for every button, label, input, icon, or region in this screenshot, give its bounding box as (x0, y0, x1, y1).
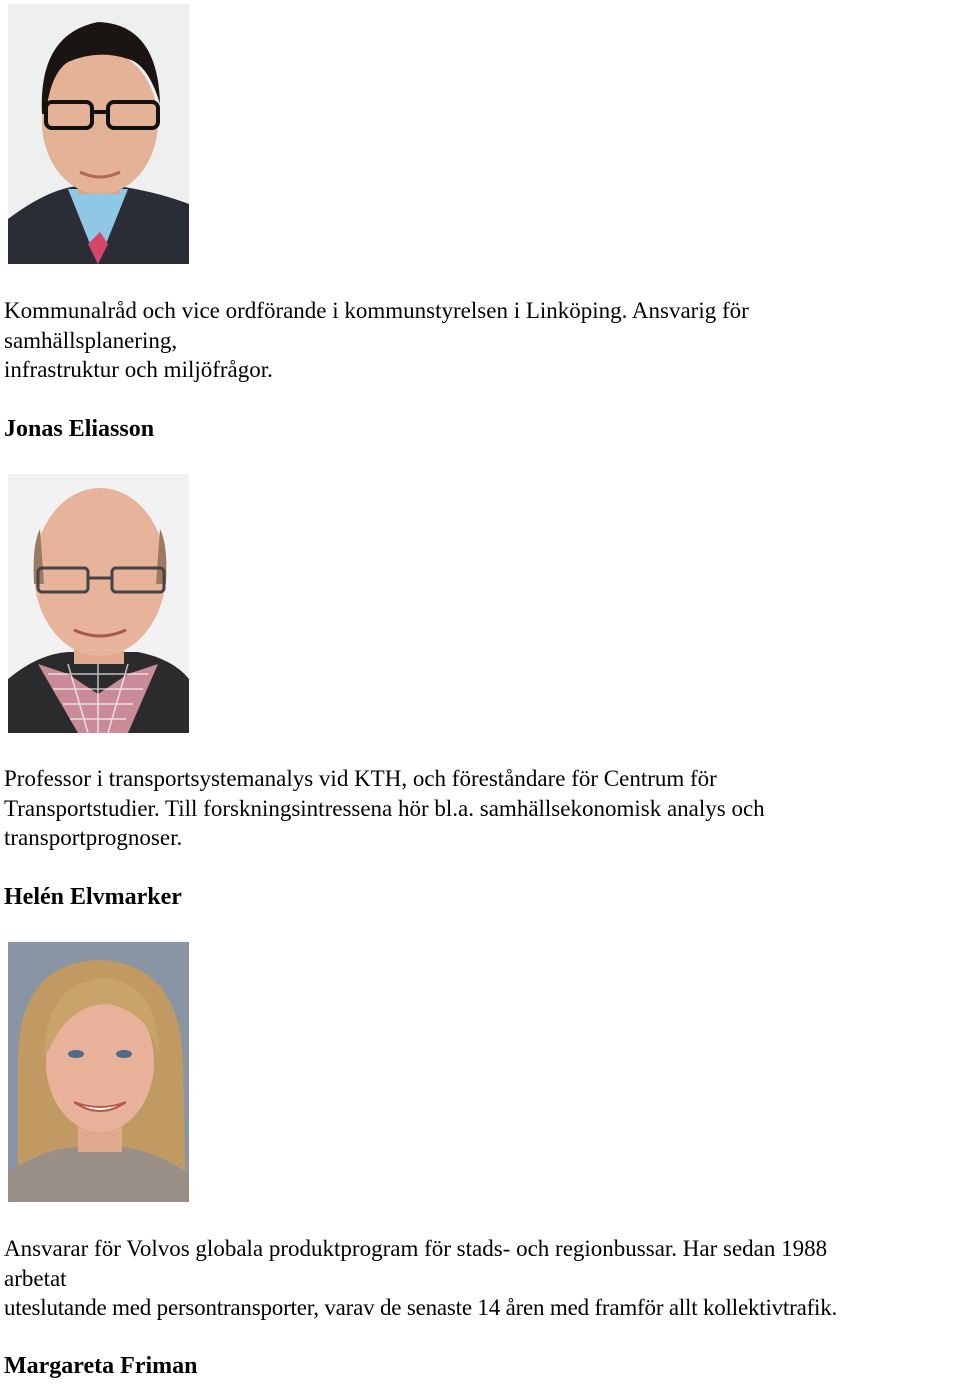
portrait-image (8, 4, 189, 264)
portrait-image (8, 474, 189, 733)
bio-line: infrastruktur och miljöfrågor. (4, 357, 273, 382)
profile-name-3: Helén Elvmarker (4, 884, 182, 910)
profile-name-2: Jonas Eliasson (4, 416, 155, 442)
bio-line: Ansvarar för Volvos globala produktprogram för stads- och regionbussar. Har sedan 1988 (4, 1236, 828, 1261)
bio-line: Kommunalråd och vice ordförande i kommunstyrelsen i Linköping. Ansvarig för (4, 298, 749, 323)
bio-line: Transportstudier. Till forskningsintressena hör bl.a. samhällsekonomisk analys och (4, 795, 765, 821)
bio-line: uteslutande med persontransporter, varav de senaste 14 åren med framför allt kollektivtrafik. (4, 1295, 838, 1320)
profile-name-4: Margareta Friman (4, 1353, 198, 1379)
profile-bio-2 (4, 764, 960, 853)
profile-photo-1 (8, 4, 189, 264)
profile-bio-1 (4, 296, 960, 385)
profile-photo-2 (8, 474, 189, 733)
bio-line: samhällsplanering, (4, 327, 178, 353)
profile-bio-3 (4, 1234, 960, 1323)
bio-line: Professor i transportsystemanalys vid KTH, och föreståndare för Centrum för (4, 766, 717, 791)
bio-line: transportprognoser. (4, 825, 183, 850)
profile-photo-3 (8, 942, 189, 1202)
bio-line: arbetat (4, 1265, 67, 1291)
portrait-image (8, 942, 189, 1202)
